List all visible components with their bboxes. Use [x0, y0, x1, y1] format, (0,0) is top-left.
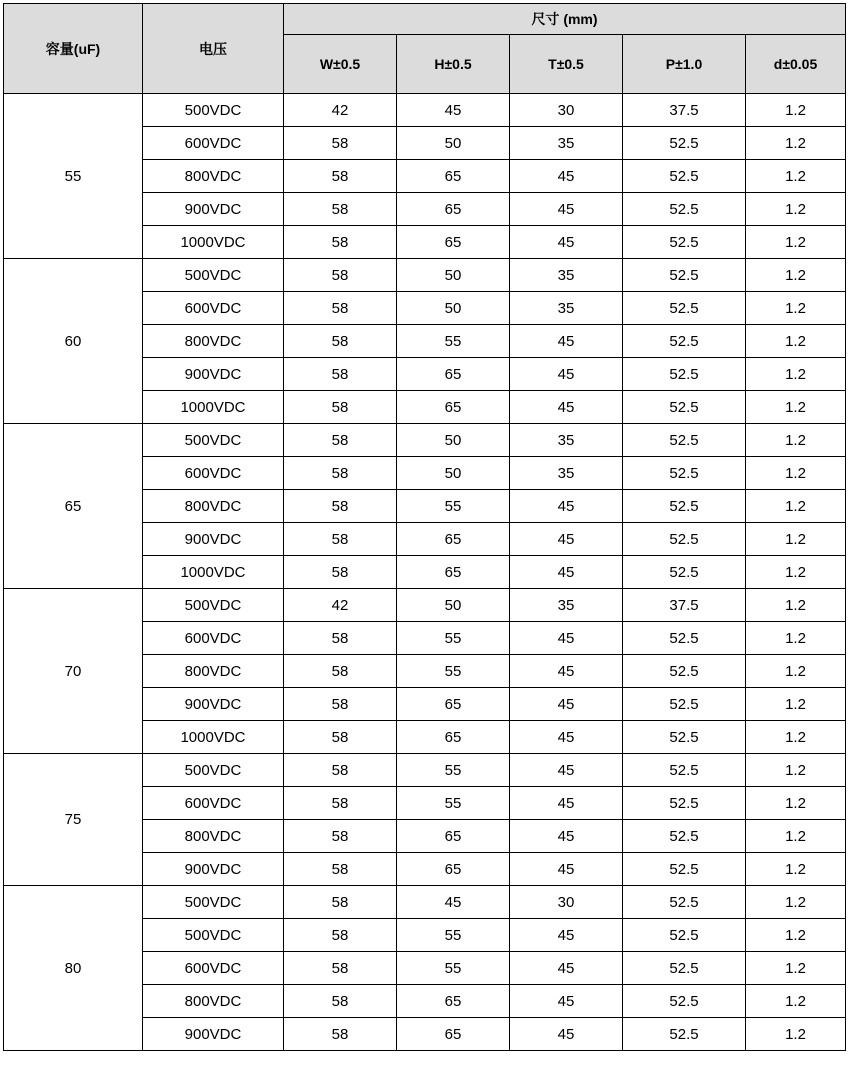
voltage-cell: 1000VDC [143, 226, 284, 259]
w-cell: 58 [284, 457, 397, 490]
voltage-cell: 900VDC [143, 358, 284, 391]
t-cell: 45 [510, 688, 623, 721]
d-cell: 1.2 [746, 622, 846, 655]
h-cell: 65 [397, 226, 510, 259]
h-cell: 65 [397, 853, 510, 886]
w-column-header: W±0.5 [284, 35, 397, 94]
p-cell: 52.5 [623, 985, 746, 1018]
t-cell: 45 [510, 985, 623, 1018]
h-cell: 65 [397, 193, 510, 226]
h-cell: 50 [397, 292, 510, 325]
p-cell: 52.5 [623, 556, 746, 589]
d-cell: 1.2 [746, 391, 846, 424]
voltage-cell: 800VDC [143, 985, 284, 1018]
h-cell: 65 [397, 391, 510, 424]
w-cell: 58 [284, 292, 397, 325]
w-cell: 58 [284, 820, 397, 853]
voltage-cell: 1000VDC [143, 721, 284, 754]
d-cell: 1.2 [746, 655, 846, 688]
voltage-cell: 900VDC [143, 1018, 284, 1051]
d-cell: 1.2 [746, 160, 846, 193]
h-cell: 65 [397, 688, 510, 721]
voltage-cell: 800VDC [143, 160, 284, 193]
h-cell: 55 [397, 787, 510, 820]
h-cell: 55 [397, 754, 510, 787]
w-cell: 58 [284, 523, 397, 556]
capacity-cell: 60 [4, 259, 143, 424]
w-cell: 58 [284, 226, 397, 259]
h-cell: 65 [397, 820, 510, 853]
capacity-cell: 70 [4, 589, 143, 754]
d-cell: 1.2 [746, 259, 846, 292]
h-column-header: H±0.5 [397, 35, 510, 94]
w-cell: 58 [284, 193, 397, 226]
p-cell: 52.5 [623, 886, 746, 919]
p-cell: 52.5 [623, 919, 746, 952]
p-cell: 52.5 [623, 292, 746, 325]
w-cell: 58 [284, 556, 397, 589]
voltage-cell: 900VDC [143, 688, 284, 721]
voltage-cell: 800VDC [143, 490, 284, 523]
capacitor-spec-table [3, 3, 846, 1051]
h-cell: 50 [397, 259, 510, 292]
t-cell: 45 [510, 919, 623, 952]
w-cell: 58 [284, 358, 397, 391]
d-cell: 1.2 [746, 127, 846, 160]
d-cell: 1.2 [746, 358, 846, 391]
t-cell: 45 [510, 754, 623, 787]
h-cell: 50 [397, 457, 510, 490]
w-cell: 58 [284, 424, 397, 457]
d-cell: 1.2 [746, 1018, 846, 1051]
p-cell: 52.5 [623, 259, 746, 292]
w-cell: 58 [284, 259, 397, 292]
h-cell: 65 [397, 358, 510, 391]
voltage-cell: 600VDC [143, 952, 284, 985]
voltage-cell: 600VDC [143, 622, 284, 655]
w-cell: 58 [284, 787, 397, 820]
t-cell: 45 [510, 622, 623, 655]
t-cell: 45 [510, 490, 623, 523]
w-cell: 58 [284, 688, 397, 721]
table-row [4, 424, 846, 457]
t-cell: 45 [510, 721, 623, 754]
w-cell: 58 [284, 1018, 397, 1051]
p-cell: 52.5 [623, 325, 746, 358]
p-cell: 37.5 [623, 94, 746, 127]
w-cell: 58 [284, 985, 397, 1018]
p-cell: 52.5 [623, 424, 746, 457]
t-cell: 30 [510, 94, 623, 127]
h-cell: 65 [397, 556, 510, 589]
h-cell: 45 [397, 94, 510, 127]
t-cell: 45 [510, 556, 623, 589]
p-cell: 52.5 [623, 193, 746, 226]
d-cell: 1.2 [746, 787, 846, 820]
p-cell: 52.5 [623, 160, 746, 193]
h-cell: 50 [397, 589, 510, 622]
t-column-header: T±0.5 [510, 35, 623, 94]
t-cell: 45 [510, 952, 623, 985]
d-cell: 1.2 [746, 886, 846, 919]
w-cell: 58 [284, 391, 397, 424]
d-cell: 1.2 [746, 292, 846, 325]
voltage-cell: 500VDC [143, 424, 284, 457]
p-cell: 52.5 [623, 721, 746, 754]
d-cell: 1.2 [746, 193, 846, 226]
d-cell: 1.2 [746, 589, 846, 622]
p-cell: 52.5 [623, 787, 746, 820]
p-cell: 52.5 [623, 358, 746, 391]
p-cell: 52.5 [623, 523, 746, 556]
w-cell: 58 [284, 655, 397, 688]
voltage-cell: 600VDC [143, 292, 284, 325]
voltage-cell: 800VDC [143, 820, 284, 853]
table-row [4, 754, 846, 787]
voltage-cell: 600VDC [143, 127, 284, 160]
voltage-cell: 800VDC [143, 655, 284, 688]
capacity-cell: 75 [4, 754, 143, 886]
t-cell: 45 [510, 523, 623, 556]
w-cell: 58 [284, 919, 397, 952]
p-cell: 52.5 [623, 226, 746, 259]
t-cell: 35 [510, 127, 623, 160]
h-cell: 50 [397, 424, 510, 457]
voltage-cell: 500VDC [143, 754, 284, 787]
voltage-cell: 600VDC [143, 457, 284, 490]
voltage-cell: 1000VDC [143, 391, 284, 424]
h-cell: 55 [397, 325, 510, 358]
t-cell: 45 [510, 226, 623, 259]
p-cell: 52.5 [623, 490, 746, 523]
p-cell: 52.5 [623, 127, 746, 160]
t-cell: 35 [510, 589, 623, 622]
p-cell: 52.5 [623, 655, 746, 688]
h-cell: 55 [397, 655, 510, 688]
table-row [4, 886, 846, 919]
p-cell: 52.5 [623, 688, 746, 721]
d-cell: 1.2 [746, 490, 846, 523]
p-column-header: P±1.0 [623, 35, 746, 94]
voltage-header: 电压 [143, 4, 284, 94]
d-cell: 1.2 [746, 952, 846, 985]
d-cell: 1.2 [746, 556, 846, 589]
t-cell: 35 [510, 424, 623, 457]
h-cell: 65 [397, 721, 510, 754]
voltage-cell: 500VDC [143, 94, 284, 127]
w-cell: 58 [284, 886, 397, 919]
d-cell: 1.2 [746, 754, 846, 787]
d-cell: 1.2 [746, 919, 846, 952]
t-cell: 45 [510, 358, 623, 391]
voltage-cell: 800VDC [143, 325, 284, 358]
t-cell: 30 [510, 886, 623, 919]
w-cell: 58 [284, 490, 397, 523]
t-cell: 45 [510, 820, 623, 853]
capacity-cell: 80 [4, 886, 143, 1051]
w-cell: 58 [284, 325, 397, 358]
table-body [4, 94, 846, 1051]
h-cell: 65 [397, 160, 510, 193]
p-cell: 37.5 [623, 589, 746, 622]
d-column-header: d±0.05 [746, 35, 846, 94]
d-cell: 1.2 [746, 985, 846, 1018]
capacity-cell: 55 [4, 94, 143, 259]
d-cell: 1.2 [746, 523, 846, 556]
d-cell: 1.2 [746, 820, 846, 853]
table-row [4, 589, 846, 622]
t-cell: 35 [510, 457, 623, 490]
h-cell: 65 [397, 523, 510, 556]
p-cell: 52.5 [623, 754, 746, 787]
p-cell: 52.5 [623, 391, 746, 424]
voltage-cell: 900VDC [143, 853, 284, 886]
h-cell: 50 [397, 127, 510, 160]
capacity-header: 容量(uF) [4, 4, 143, 94]
d-cell: 1.2 [746, 688, 846, 721]
voltage-cell: 500VDC [143, 886, 284, 919]
h-cell: 65 [397, 1018, 510, 1051]
d-cell: 1.2 [746, 94, 846, 127]
p-cell: 52.5 [623, 952, 746, 985]
d-cell: 1.2 [746, 325, 846, 358]
d-cell: 1.2 [746, 853, 846, 886]
h-cell: 65 [397, 985, 510, 1018]
h-cell: 45 [397, 886, 510, 919]
voltage-cell: 500VDC [143, 919, 284, 952]
t-cell: 45 [510, 193, 623, 226]
t-cell: 45 [510, 853, 623, 886]
w-cell: 58 [284, 952, 397, 985]
p-cell: 52.5 [623, 1018, 746, 1051]
capacity-cell: 65 [4, 424, 143, 589]
d-cell: 1.2 [746, 721, 846, 754]
p-cell: 52.5 [623, 457, 746, 490]
voltage-cell: 900VDC [143, 193, 284, 226]
table-row [4, 259, 846, 292]
w-cell: 42 [284, 589, 397, 622]
d-cell: 1.2 [746, 424, 846, 457]
voltage-cell: 1000VDC [143, 556, 284, 589]
w-cell: 58 [284, 622, 397, 655]
w-cell: 58 [284, 127, 397, 160]
w-cell: 58 [284, 721, 397, 754]
t-cell: 45 [510, 1018, 623, 1051]
voltage-cell: 900VDC [143, 523, 284, 556]
p-cell: 52.5 [623, 820, 746, 853]
w-cell: 58 [284, 160, 397, 193]
p-cell: 52.5 [623, 622, 746, 655]
t-cell: 45 [510, 655, 623, 688]
t-cell: 35 [510, 292, 623, 325]
w-cell: 58 [284, 853, 397, 886]
voltage-cell: 500VDC [143, 589, 284, 622]
t-cell: 45 [510, 160, 623, 193]
w-cell: 42 [284, 94, 397, 127]
t-cell: 35 [510, 259, 623, 292]
t-cell: 45 [510, 787, 623, 820]
t-cell: 45 [510, 391, 623, 424]
h-cell: 55 [397, 622, 510, 655]
table-header [4, 4, 846, 94]
t-cell: 45 [510, 325, 623, 358]
d-cell: 1.2 [746, 457, 846, 490]
dimensions-header: 尺寸 (mm) [284, 4, 846, 35]
table-row [4, 94, 846, 127]
p-cell: 52.5 [623, 853, 746, 886]
h-cell: 55 [397, 952, 510, 985]
w-cell: 58 [284, 754, 397, 787]
voltage-cell: 600VDC [143, 787, 284, 820]
h-cell: 55 [397, 919, 510, 952]
d-cell: 1.2 [746, 226, 846, 259]
h-cell: 55 [397, 490, 510, 523]
voltage-cell: 500VDC [143, 259, 284, 292]
